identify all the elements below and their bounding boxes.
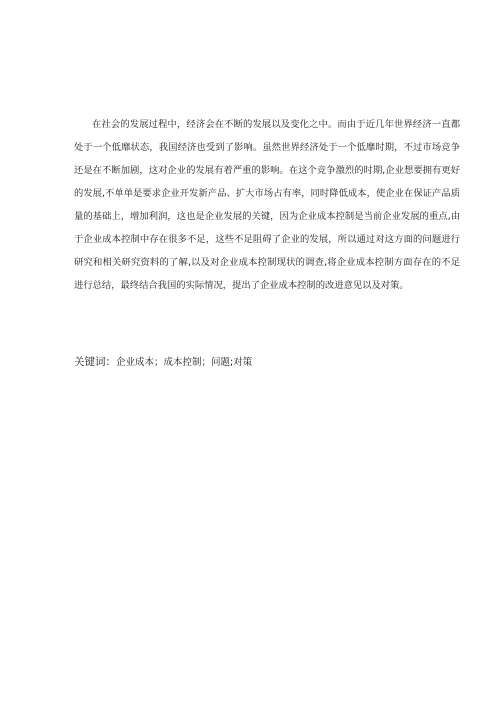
keywords-value: 企业成本；成本控制；问题;对策 xyxy=(116,357,253,368)
keywords-line xyxy=(74,354,252,371)
keywords-label: 关键词： xyxy=(74,356,116,368)
abstract-paragraph: 在社会的发展过程中，经济会在不断的发展以及变化之中。而由于近几年世界经济一直都处于一个低靡状态，我国经济也受到了影响。虽然世界经济处于一个低靡时期，不过市场竞争还是在不断加剧，这对企业的发展有着严重的影响。在这个竞争激烈的时期,企业想要拥有更好的发展,不单单是要求企业开发新产品、扩大市场占有率，同时降低成本，使企业在保证产品质量的基础上，增加利润，这也是企业发展的关键，因为企业成本控制是当前企业发展的重点,由于企业成本控制中存在很多不足，这些不足阻碍了企业的发展，所以通过对这方面的问题进行研究和相关研究资料的了解,以及对企业成本控制现状的调查,将企业成本控制方面存在的不足进行总结，最终结合我国的实际情况，提出了企业成本控制的改进意见以及对策。 xyxy=(74,119,460,291)
